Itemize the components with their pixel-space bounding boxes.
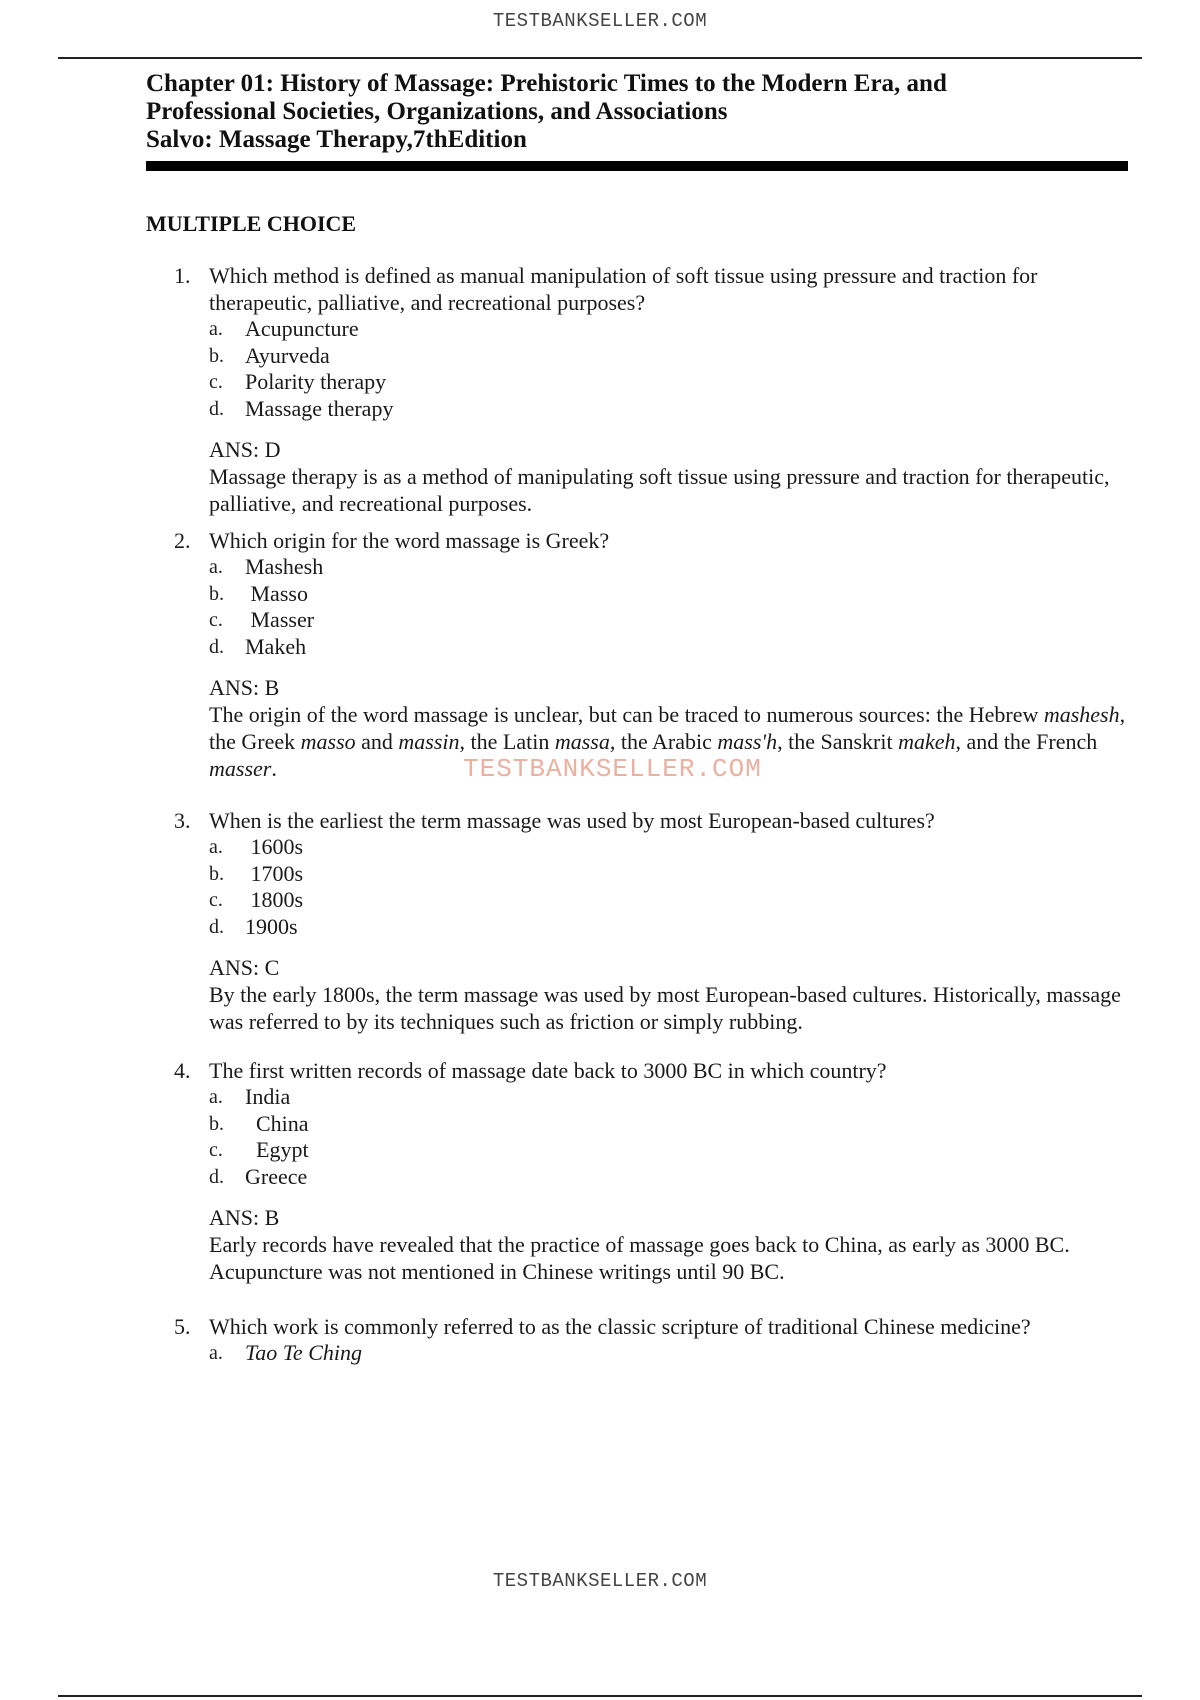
option-text: Tao Te Ching — [245, 1340, 362, 1365]
rationale-term: mass'h — [717, 729, 778, 754]
option-text: Polarity therapy — [245, 369, 387, 394]
option-letter: c. — [209, 889, 223, 911]
option-c — [209, 369, 1136, 396]
header-site-name: TESTBANKSELLER.COM — [492, 10, 708, 32]
question-number: 4. — [174, 1058, 191, 1083]
rationale-text: , the Greek — [209, 702, 1126, 754]
option-letter: a. — [209, 836, 223, 858]
rationale-text: and — [355, 729, 399, 754]
question-number: 1. — [174, 263, 191, 288]
rationale-text: , and the French — [955, 729, 1098, 754]
header-divider — [58, 57, 1142, 59]
option-text: Ayurveda — [245, 342, 330, 368]
title-line-2: Professional Societies, Organizations, and Associations — [146, 98, 728, 125]
option-a — [209, 1340, 1136, 1367]
option-letter: b. — [209, 862, 224, 885]
section-heading: MULTIPLE CHOICE — [146, 211, 357, 236]
rationale-text: , the Latin — [459, 729, 555, 754]
footer-site-name: TESTBANKSELLER.COM — [492, 1570, 708, 1592]
answer-rationale: Early records have revealed that the practice of massage goes back to China, as early as 3000 BC. Acupuncture was not mentioned in Chinese writings until 90 BC. — [209, 1232, 1070, 1284]
option-d — [209, 634, 1136, 661]
option-d — [209, 914, 1136, 941]
option-b — [209, 581, 1136, 608]
question-text: The first written records of massage date back to 3000 BC in which country? — [209, 1058, 887, 1083]
question-5 — [146, 1313, 1136, 1367]
option-text: 1900s — [245, 913, 298, 939]
title-underline-bar — [146, 161, 1128, 171]
option-b — [209, 861, 1136, 888]
option-d — [209, 1164, 1136, 1191]
option-a — [209, 316, 1136, 343]
option-letter: c. — [209, 371, 223, 393]
option-letter: a. — [209, 318, 223, 340]
option-letter: a. — [209, 1086, 223, 1108]
option-c — [209, 887, 1136, 914]
option-letter: b. — [209, 344, 224, 367]
option-text: India — [245, 1084, 291, 1109]
option-d — [209, 396, 1136, 423]
rationale-term: massa — [554, 729, 610, 754]
question-4 — [146, 1057, 1136, 1313]
option-a — [209, 1084, 1136, 1111]
answer-key: ANS: B — [209, 675, 280, 700]
option-c — [209, 607, 1136, 634]
option-letter: d. — [209, 635, 224, 658]
option-text: Acupuncture — [245, 316, 359, 341]
question-text: Which method is defined as manual manipulation of soft tissue using pressure and traction for therapeutic, palliative, and recreational purposes? — [209, 263, 1038, 315]
question-number: 5. — [174, 1314, 191, 1339]
option-letter: a. — [209, 556, 223, 578]
question-text: Which work is commonly referred to as the classic scripture of traditional Chinese medicine? — [209, 1314, 1031, 1339]
option-text: China — [245, 1110, 309, 1136]
chapter-title — [146, 70, 1128, 154]
option-text: 1800s — [245, 887, 304, 912]
option-letter: d. — [209, 1165, 224, 1188]
answer-key: ANS: C — [209, 955, 280, 980]
question-text: When is the earliest the term massage was used by most European-based cultures? — [209, 808, 935, 833]
rationale-text: , the Sanskrit — [777, 729, 899, 754]
option-text: Mashesh — [245, 554, 324, 579]
option-text: Massage therapy — [245, 395, 394, 421]
option-letter: d. — [209, 915, 224, 938]
option-text: Greece — [245, 1163, 308, 1189]
title-line-1: Chapter 01: History of Massage: Prehistoric Times to the Modern Era, and — [146, 70, 947, 97]
rationale-term: masso — [300, 729, 356, 754]
option-letter: c. — [209, 609, 223, 631]
question-1 — [146, 262, 1136, 527]
option-c — [209, 1137, 1136, 1164]
option-letter: b. — [209, 582, 224, 605]
rationale-term: massin — [398, 729, 460, 754]
question-number: 3. — [174, 808, 191, 833]
answer-key: ANS: B — [209, 1205, 280, 1230]
rationale-text: The origin of the word massage is unclear, but can be traced to numerous sources: the Hebrew — [209, 702, 1044, 727]
option-text: 1700s — [245, 860, 304, 886]
option-text: Masso — [245, 580, 308, 606]
rationale-term: mashesh — [1043, 702, 1120, 727]
answer-rationale: By the early 1800s, the term massage was used by most European-based cultures. Historically, massage was referred to by its techniques such as friction or simply rubbing. — [209, 982, 1121, 1034]
answer-rationale: Massage therapy is as a method of manipulating soft tissue using pressure and traction for therapeutic, palliative, and recreational purposes. — [209, 464, 1110, 516]
option-letter: a. — [209, 1342, 223, 1364]
option-letter: b. — [209, 1112, 224, 1135]
option-text: Egypt — [245, 1137, 309, 1162]
title-line-3: Salvo: Massage Therapy,7thEdition — [146, 126, 527, 153]
rationale-text: , the Arabic — [609, 729, 718, 754]
option-a — [209, 554, 1136, 581]
option-letter: d. — [209, 397, 224, 420]
question-number: 2. — [174, 528, 191, 553]
option-letter: c. — [209, 1139, 223, 1161]
rationale-term: makeh — [898, 729, 956, 754]
watermark-text: TESTBANKSELLER.COM — [463, 754, 762, 784]
question-text: Which origin for the word massage is Greek? — [209, 528, 610, 553]
question-list — [146, 262, 1136, 1367]
option-text: Makeh — [245, 633, 307, 659]
option-b — [209, 1111, 1136, 1138]
answer-key: ANS: D — [209, 437, 281, 462]
rationale-term: masser — [209, 756, 272, 781]
option-b — [209, 343, 1136, 370]
option-a — [209, 834, 1136, 861]
rationale-text: . — [271, 756, 277, 781]
option-text: 1600s — [245, 834, 304, 859]
question-3 — [146, 807, 1136, 1057]
footer-divider — [58, 1695, 1142, 1697]
option-text: Masser — [245, 607, 315, 632]
